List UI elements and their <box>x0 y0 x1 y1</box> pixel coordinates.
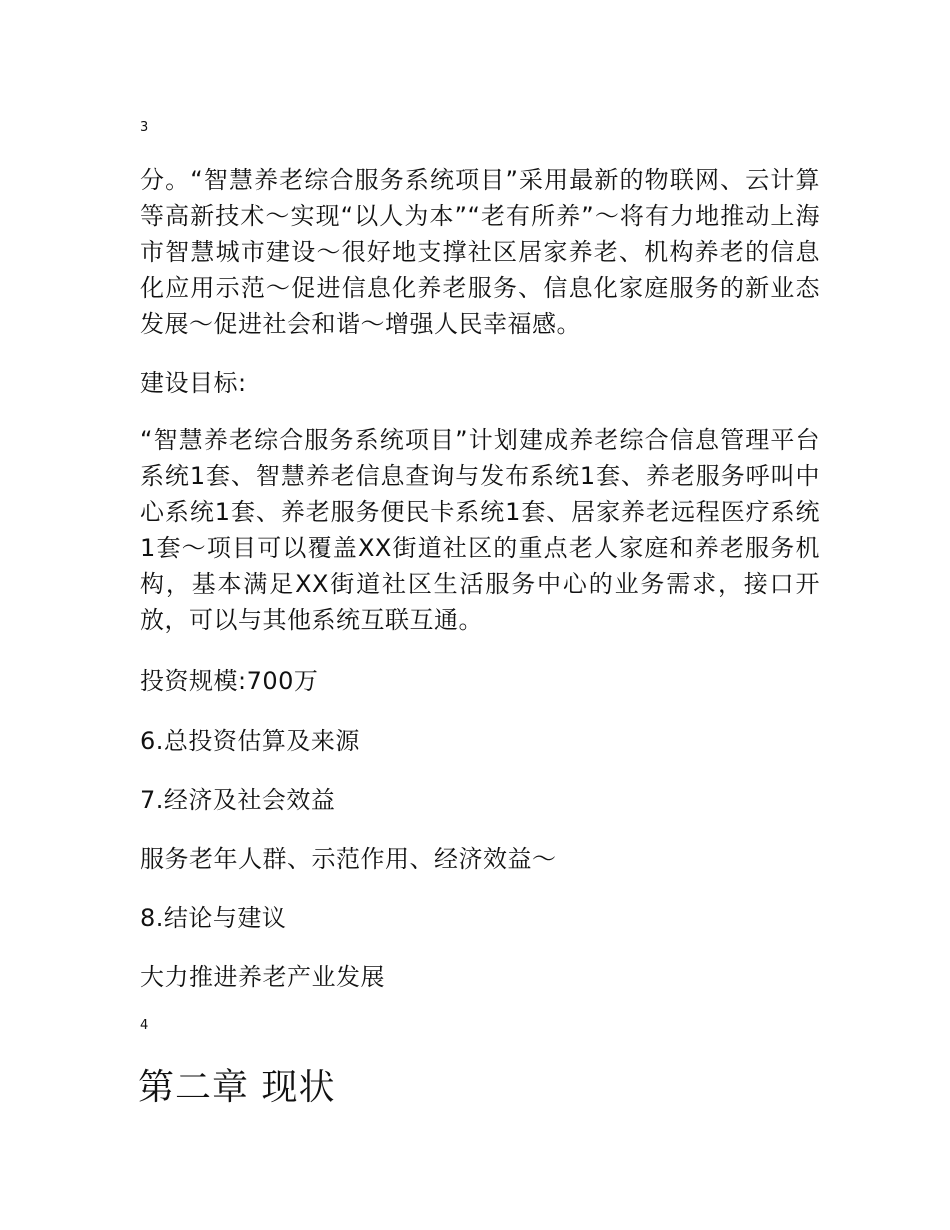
section-8-heading: 8.结论与建议 <box>140 904 287 932</box>
chapter-title: 第二章 现状 <box>138 1067 336 1108</box>
intro-paragraph: 分。“智慧养老综合服务系统项目”采用最新的物联网、云计算等高新技术～实现“以人为本”“老有所养”～将有力地推动上海市智慧城市建设～很好地支撑社区居家养老、机构养老的信息化应用示范～促进信息化养老服务、信息化家庭服务的新业态发展～促进社会和谐～增强人民幸福感。 <box>140 166 820 338</box>
page-number-middle: 4 <box>140 1018 149 1033</box>
section-7-heading: 7.经济及社会效益 <box>140 786 336 814</box>
section-8-body: 大力推进养老产业发展 <box>140 963 385 991</box>
goal-body-paragraph: “智慧养老综合服务系统项目”计划建成养老综合信息管理平台系统1套、智慧养老信息查询与发布系统1套、养老服务呼叫中心系统1套、养老服务便民卡系统1套、居家养老远程医疗系统1套～项目可以覆盖XX街道社区的重点老人家庭和养老服务机构，基本满足XX街道社区生活服务中心的业务需求，接口开放，可以与其他系统互联互通。 <box>140 426 820 634</box>
section-7-body: 服务老年人群、示范作用、经济效益～ <box>140 845 557 873</box>
page-number-top: 3 <box>140 120 149 135</box>
investment-scale: 投资规模:700万 <box>140 667 319 695</box>
section-6-heading: 6.总投资估算及来源 <box>140 727 360 755</box>
goal-heading: 建设目标: <box>140 369 247 397</box>
